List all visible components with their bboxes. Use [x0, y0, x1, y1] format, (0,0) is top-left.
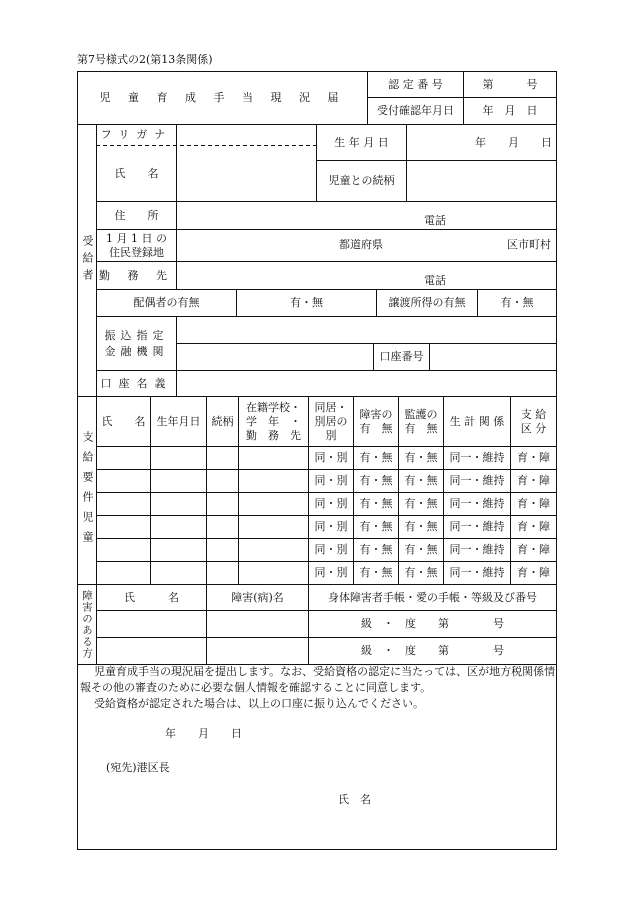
- certification-number-label: 認 定 番 号: [388, 77, 443, 91]
- cohabitation-choice[interactable]: 同・別: [314, 543, 348, 556]
- payment-category-header: 支 給 区 分: [520, 407, 547, 435]
- workplace-label: 勤 務 先: [99, 268, 174, 282]
- category-choice[interactable]: 育・障: [517, 566, 550, 579]
- child-school-input[interactable]: [239, 539, 308, 561]
- furigana-label: フリガナ: [100, 128, 173, 141]
- receipt-date-label: 受付確認年月日: [377, 104, 454, 117]
- address-phone-label: 電話: [424, 214, 446, 227]
- child-name-input[interactable]: [97, 539, 150, 561]
- account-number-label: 口座番号: [379, 350, 424, 363]
- child-school-input[interactable]: [239, 562, 308, 584]
- child-birth-date-input[interactable]: [151, 539, 206, 561]
- category-choice[interactable]: 育・障: [517, 520, 550, 533]
- jan1-address-input[interactable]: [177, 230, 556, 261]
- child-birth-date-header: 生年月日: [156, 414, 201, 428]
- birth-date-label: 生 年 月 日: [334, 135, 389, 149]
- child-name-input[interactable]: [97, 516, 150, 538]
- cohabitation-choice[interactable]: 同・別: [314, 520, 348, 533]
- prefecture-label: 都道府県: [339, 238, 383, 251]
- handbook-label: 身体障害者手帳・愛の手帳・等級及び番号: [328, 590, 537, 604]
- disability-name-label: 氏 名: [124, 590, 179, 604]
- child-relationship-input[interactable]: [207, 493, 238, 515]
- disability-choice[interactable]: 有・無: [359, 497, 393, 510]
- child-relationship-input[interactable]: [207, 516, 238, 538]
- disability-choice[interactable]: 有・無: [359, 543, 393, 556]
- address-label: 住 所: [114, 208, 159, 222]
- disability-name-input-2[interactable]: [97, 638, 206, 664]
- custody-choice[interactable]: 有・無: [404, 451, 438, 464]
- category-choice[interactable]: 育・障: [517, 474, 550, 487]
- child-birth-date-input[interactable]: [151, 562, 206, 584]
- address-input[interactable]: [177, 202, 556, 229]
- custody-choice[interactable]: 有・無: [404, 543, 438, 556]
- disability-choice[interactable]: 有・無: [359, 474, 393, 487]
- category-choice[interactable]: 育・障: [517, 543, 550, 556]
- child-birth-date-input[interactable]: [151, 516, 206, 538]
- child-relationship-input[interactable]: [207, 447, 238, 469]
- workplace-phone-label: 電話: [424, 274, 446, 287]
- account-holder-input[interactable]: [177, 371, 556, 396]
- custody-choice[interactable]: 有・無: [404, 566, 438, 579]
- transfer-income-label: 譲渡所得の有無: [388, 296, 466, 309]
- workplace-input[interactable]: [177, 262, 556, 289]
- child-name-input[interactable]: [97, 470, 150, 492]
- disability-section-label: 障害のある方: [81, 590, 93, 659]
- disability-choice[interactable]: 有・無: [359, 566, 393, 579]
- category-choice[interactable]: 育・障: [517, 497, 550, 510]
- custody-choice[interactable]: 有・無: [404, 520, 438, 533]
- jan1-address-label: 1 月 1 日 の 住民登録地: [106, 231, 167, 259]
- child-relationship-header: 続柄: [211, 414, 234, 428]
- disease-name-label: 障害(病)名: [231, 590, 284, 604]
- child-birth-date-input[interactable]: [151, 493, 206, 515]
- receipt-date-field[interactable]: 年 月 日: [482, 104, 538, 117]
- recipient-name-label: 氏 名: [114, 166, 159, 180]
- addressee: (宛先)港区長: [106, 761, 170, 774]
- recipient-name-input[interactable]: [177, 146, 316, 201]
- livelihood-choice[interactable]: 同一・維持: [449, 474, 505, 487]
- livelihood-choice[interactable]: 同一・維持: [449, 451, 505, 464]
- bank-name-input[interactable]: [177, 317, 556, 343]
- declaration-paragraph-1: 児童育成手当の現況届を提出します。なお、受給資格の認定に当たっては、区が地方税関係情報その他の審査のために必要な個人情報を確認することに同意します。: [80, 665, 556, 694]
- certification-number-field[interactable]: 第 号: [482, 77, 538, 91]
- form-title: 児 童 育 成 手 当 現 況 届: [99, 91, 346, 104]
- account-holder-label: 口座名義: [100, 376, 173, 390]
- disability-choice[interactable]: 有・無: [359, 451, 393, 464]
- cohabitation-header: 同居・ 別居の 別: [314, 400, 348, 442]
- bank-branch-input[interactable]: [177, 344, 373, 370]
- disability-choice[interactable]: 有・無: [359, 520, 393, 533]
- custody-status-header: 監護の 有 無: [404, 407, 438, 435]
- form-number: 第7号様式の2(第13条関係): [77, 53, 213, 66]
- disability-name-input-1[interactable]: [97, 611, 206, 637]
- disability-status-header: 障害の 有 無: [359, 407, 393, 435]
- child-birth-date-input[interactable]: [151, 447, 206, 469]
- transfer-income-choice[interactable]: 有・無: [500, 296, 534, 309]
- children-section-label: 支給要件児童: [81, 430, 94, 551]
- cohabitation-choice[interactable]: 同・別: [314, 451, 348, 464]
- disease-name-input-2[interactable]: [207, 638, 308, 664]
- livelihood-choice[interactable]: 同一・維持: [449, 566, 505, 579]
- spouse-choice[interactable]: 有・無: [290, 296, 323, 309]
- child-school-input[interactable]: [239, 470, 308, 492]
- custody-choice[interactable]: 有・無: [404, 474, 438, 487]
- furigana-input[interactable]: [177, 125, 316, 145]
- child-name-input[interactable]: [97, 493, 150, 515]
- custody-choice[interactable]: 有・無: [404, 497, 438, 510]
- recipient-section-label: 受給者: [81, 235, 94, 286]
- child-school-input[interactable]: [239, 447, 308, 469]
- child-name-input[interactable]: [97, 447, 150, 469]
- spouse-label: 配偶者の有無: [133, 296, 200, 309]
- signature-label: 氏 名: [338, 793, 371, 806]
- child-relationship-input[interactable]: [207, 539, 238, 561]
- child-relationship-input[interactable]: [207, 470, 238, 492]
- handbook-grade-line-2[interactable]: 級 ・ 度 第 号: [361, 644, 504, 657]
- account-number-input[interactable]: [430, 344, 556, 370]
- livelihood-choice[interactable]: 同一・維持: [449, 520, 505, 533]
- livelihood-choice[interactable]: 同一・維持: [449, 497, 505, 510]
- child-name-header: 氏 名: [101, 414, 146, 428]
- relationship-label: 児童との続柄: [328, 174, 395, 187]
- child-relationship-input[interactable]: [207, 562, 238, 584]
- child-school-input[interactable]: [239, 516, 308, 538]
- bank-label: 振込指定 金融機関: [104, 328, 169, 358]
- signature-field[interactable]: [380, 792, 550, 808]
- livelihood-choice[interactable]: 同一・維持: [449, 543, 505, 556]
- relationship-input[interactable]: [407, 161, 556, 201]
- livelihood-relation-header: 生 計 関 係: [449, 414, 505, 428]
- birth-date-field[interactable]: 年 月 日: [475, 135, 552, 149]
- declaration-paragraph-2: 受給資格が認定された場合は、以上の口座に振り込んでください。: [94, 697, 424, 710]
- cohabitation-choice[interactable]: 同・別: [314, 497, 348, 510]
- city-label: 区市町村: [507, 238, 551, 251]
- child-school-header: 在籍学校・ 学 年 ・ 勤 務 先: [246, 400, 301, 442]
- cohabitation-choice[interactable]: 同・別: [314, 474, 348, 487]
- declaration-date[interactable]: 年 月 日: [165, 727, 242, 740]
- declaration: [80, 664, 558, 712]
- child-name-input[interactable]: [97, 562, 150, 584]
- child-birth-date-input[interactable]: [151, 470, 206, 492]
- cohabitation-choice[interactable]: 同・別: [314, 566, 348, 579]
- handbook-grade-line-1[interactable]: 級 ・ 度 第 号: [361, 617, 504, 630]
- category-choice[interactable]: 育・障: [517, 451, 550, 464]
- child-school-input[interactable]: [239, 493, 308, 515]
- disease-name-input-1[interactable]: [207, 611, 308, 637]
